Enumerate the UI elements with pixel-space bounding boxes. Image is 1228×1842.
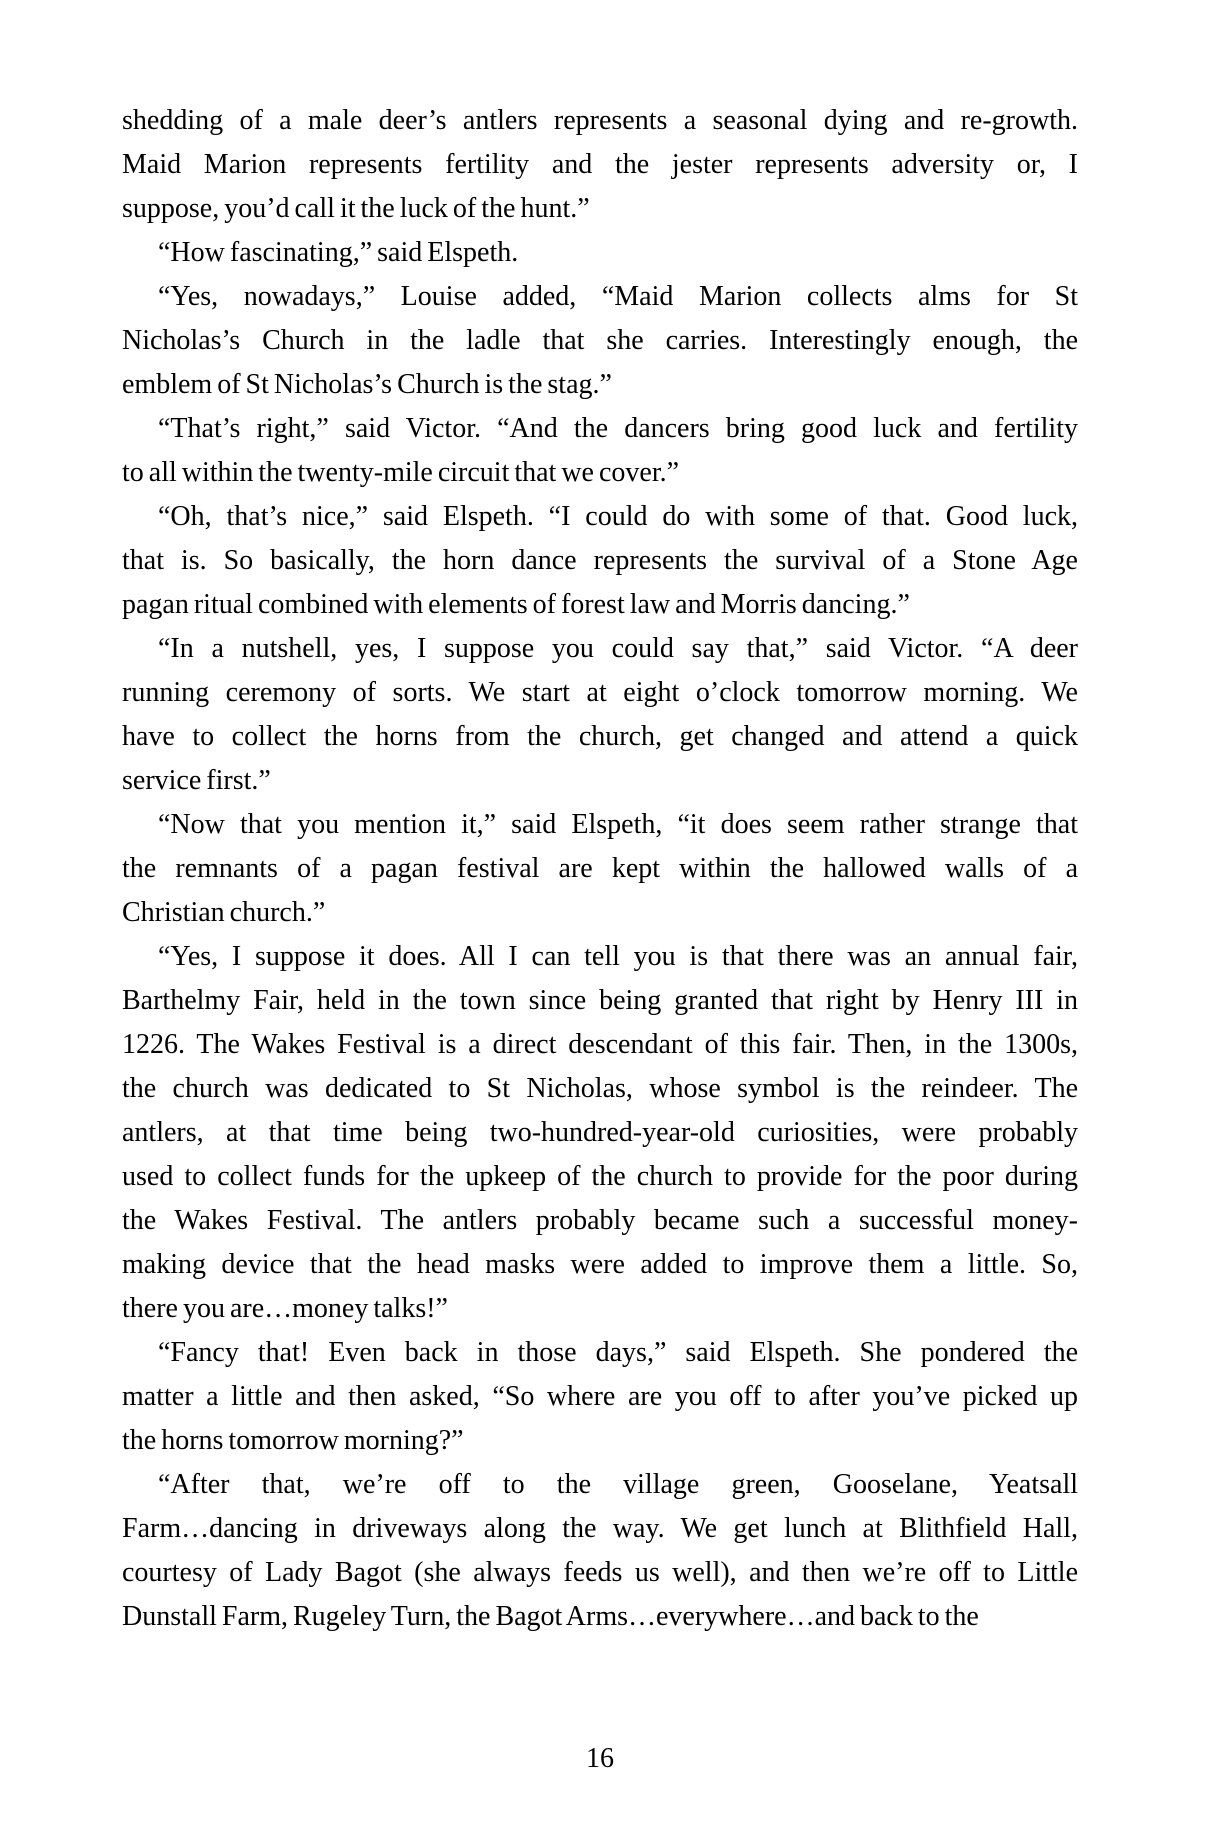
- text-line: Christian church.”: [122, 897, 326, 928]
- text-line: there you are…money talks!”: [122, 1293, 448, 1324]
- text-line: Nicholas’s Church in the ladle that she carries. Interestingly enough, the: [122, 325, 1078, 356]
- paragraph: [122, 803, 1078, 935]
- text-line: suppose, you’d call it the luck of the hunt.”: [122, 193, 590, 224]
- text-block: [122, 99, 1078, 1639]
- text-line: pagan ritual combined with elements of forest law and Morris dancing.”: [122, 589, 910, 620]
- text-line: the horns tomorrow morning?”: [122, 1425, 464, 1456]
- text-line: “In a nutshell, yes, I suppose you could say that,” said Victor. “A deer: [158, 633, 1078, 664]
- text-line: running ceremony of sorts. We start at eight o’clock tomorrow morning. We: [122, 677, 1078, 708]
- text-line: service first.”: [122, 765, 271, 796]
- text-line: “Oh, that’s nice,” said Elspeth. “I could do with some of that. Good luck,: [158, 501, 1078, 532]
- text-line: “Yes, nowadays,” Louise added, “Maid Marion collects alms for St: [158, 281, 1078, 312]
- text-line: shedding of a male deer’s antlers represents a seasonal dying and re-growth.: [122, 105, 1078, 136]
- text-line: Dunstall Farm, Rugeley Turn, the Bagot Arms…everywhere…and back to the: [122, 1601, 979, 1632]
- text-line: the remnants of a pagan festival are kept within the hallowed walls of a: [122, 853, 1078, 884]
- paragraph: [122, 1331, 1078, 1463]
- paragraph: [122, 627, 1078, 803]
- text-line: making device that the head masks were added to improve them a little. So,: [122, 1249, 1078, 1280]
- text-line: courtesy of Lady Bagot (she always feeds us well), and then we’re off to Little: [122, 1557, 1078, 1588]
- paragraph: [122, 495, 1078, 627]
- text-line: emblem of St Nicholas’s Church is the stag.”: [122, 369, 612, 400]
- text-line: “Fancy that! Even back in those days,” said Elspeth. She pondered the: [158, 1337, 1078, 1368]
- page-number: 16: [586, 1743, 614, 1774]
- text-line: have to collect the horns from the church, get changed and attend a quick: [122, 721, 1078, 752]
- text-line: Maid Marion represents fertility and the jester represents adversity or, I: [122, 149, 1078, 180]
- text-line: 1226. The Wakes Festival is a direct descendant of this fair. Then, in the 1300s,: [122, 1029, 1078, 1060]
- text-line: Farm…dancing in driveways along the way. We get lunch at Blithfield Hall,: [122, 1513, 1078, 1544]
- text-line: the Wakes Festival. The antlers probably became such a successful money-: [122, 1205, 1078, 1236]
- text-line: “After that, we’re off to the village green, Gooselane, Yeatsall: [158, 1469, 1078, 1500]
- text-line: used to collect funds for the upkeep of the church to provide for the poor during: [122, 1161, 1078, 1192]
- paragraph: [122, 935, 1078, 1331]
- paragraph: [122, 407, 1078, 495]
- text-line: the church was dedicated to St Nicholas, whose symbol is the reindeer. The: [122, 1073, 1078, 1104]
- paragraph: [122, 99, 1078, 231]
- text-line: “How fascinating,” said Elspeth.: [158, 237, 519, 268]
- text-line: Barthelmy Fair, held in the town since being granted that right by Henry III in: [122, 985, 1078, 1016]
- text-line: “Yes, I suppose it does. All I can tell you is that there was an annual fair,: [158, 941, 1078, 972]
- text-line: “Now that you mention it,” said Elspeth, “it does seem rather strange that: [158, 809, 1078, 840]
- paragraph: [122, 275, 1078, 407]
- text-line: to all within the twenty-mile circuit that we cover.”: [122, 457, 680, 488]
- text-line: that is. So basically, the horn dance represents the survival of a Stone Age: [122, 545, 1078, 576]
- text-line: “That’s right,” said Victor. “And the dancers bring good luck and fertility: [158, 413, 1078, 444]
- text-line: antlers, at that time being two-hundred-year-old curiosities, were probably: [122, 1117, 1078, 1148]
- paragraph: [122, 1463, 1078, 1639]
- text-line: matter a little and then asked, “So where are you off to after you’ve picked up: [122, 1381, 1078, 1412]
- paragraph: [122, 231, 1078, 275]
